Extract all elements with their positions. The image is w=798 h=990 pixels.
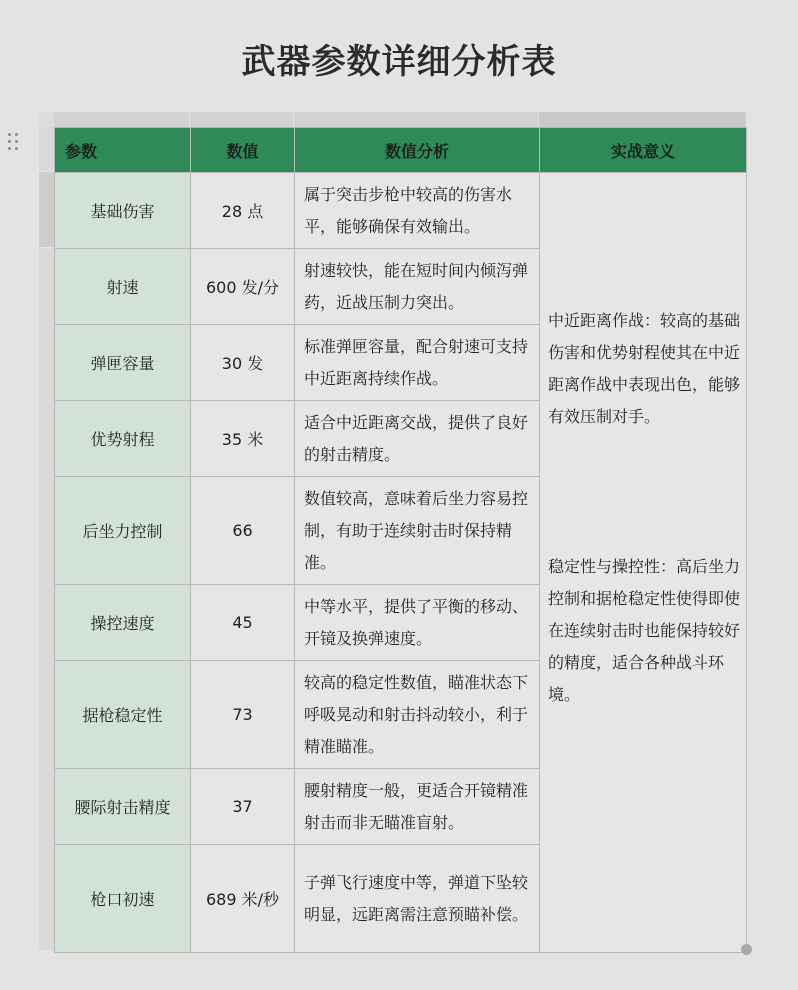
analysis-cell[interactable]: 适合中近距离交战，提供了良好的射击精度。 xyxy=(295,401,540,477)
meaning-block-1: 中近距离作战：较高的基础伤害和优势射程使其在中近距离作战中表现出色，能够有效压制对手。 xyxy=(548,311,741,426)
table-header-row xyxy=(55,128,747,173)
row-handle-header[interactable] xyxy=(39,127,54,171)
page-title: 武器参数详细分析表 xyxy=(241,42,557,82)
param-cell[interactable]: 枪口初速 xyxy=(55,845,191,953)
value-cell[interactable]: 28 点 xyxy=(191,173,295,249)
table-row xyxy=(55,173,747,249)
analysis-cell[interactable]: 属于突击步枪中较高的伤害水平，能够确保有效输出。 xyxy=(295,173,540,249)
analysis-cell[interactable]: 腰射精度一般，更适合开镜精准射击而非无瞄准盲射。 xyxy=(295,769,540,845)
param-cell[interactable]: 基础伤害 xyxy=(55,173,191,249)
column-handle-1[interactable] xyxy=(54,112,189,127)
value-cell[interactable]: 35 米 xyxy=(191,401,295,477)
value-cell[interactable]: 689 米/秒 xyxy=(191,845,295,953)
meaning-cell[interactable] xyxy=(540,173,747,953)
analysis-cell[interactable]: 子弹飞行速度中等，弹道下坠较明显，远距离需注意预瞄补偿。 xyxy=(295,845,540,953)
analysis-cell[interactable]: 射速较快，能在短时间内倾泻弹药，近战压制力突出。 xyxy=(295,249,540,325)
header-param[interactable]: 参数 xyxy=(55,128,191,173)
header-analysis[interactable]: 数值分析 xyxy=(295,128,540,173)
param-cell[interactable]: 优势射程 xyxy=(55,401,191,477)
column-handle-3[interactable] xyxy=(294,112,538,127)
value-cell[interactable]: 73 xyxy=(191,661,295,769)
meaning-block-2: 稳定性与操控性：高后坐力控制和据枪稳定性使得即使在连续射击时也能保持较好的精度，适合各种战斗环境。 xyxy=(548,557,741,704)
analysis-cell[interactable]: 中等水平，提供了平衡的移动、开镜及换弹速度。 xyxy=(295,585,540,661)
drag-handle-icon[interactable] xyxy=(8,133,20,151)
header-meaning[interactable]: 实战意义 xyxy=(540,128,747,173)
weapon-stats-table xyxy=(54,127,747,953)
value-cell[interactable]: 66 xyxy=(191,477,295,585)
corner-selector[interactable] xyxy=(39,112,54,127)
value-cell[interactable]: 30 发 xyxy=(191,325,295,401)
param-cell[interactable]: 据枪稳定性 xyxy=(55,661,191,769)
value-cell[interactable]: 37 xyxy=(191,769,295,845)
param-cell[interactable]: 射速 xyxy=(55,249,191,325)
param-cell[interactable]: 腰际射击精度 xyxy=(55,769,191,845)
column-handle-4[interactable] xyxy=(539,112,746,127)
analysis-cell[interactable]: 数值较高，意味着后坐力容易控制，有助于连续射击时保持精准。 xyxy=(295,477,540,585)
row-handle-1[interactable] xyxy=(39,172,54,247)
header-value[interactable]: 数值 xyxy=(191,128,295,173)
value-cell[interactable]: 600 发/分 xyxy=(191,249,295,325)
analysis-cell[interactable]: 较高的稳定性数值，瞄准状态下呼吸晃动和射击抖动较小，利于精准瞄准。 xyxy=(295,661,540,769)
param-cell[interactable]: 操控速度 xyxy=(55,585,191,661)
param-cell[interactable]: 后坐力控制 xyxy=(55,477,191,585)
column-handle-2[interactable] xyxy=(190,112,293,127)
row-handle-rest[interactable] xyxy=(39,248,54,950)
resize-handle-icon[interactable] xyxy=(741,944,752,955)
value-cell[interactable]: 45 xyxy=(191,585,295,661)
param-cell[interactable]: 弹匣容量 xyxy=(55,325,191,401)
analysis-cell[interactable]: 标准弹匣容量，配合射速可支持中近距离持续作战。 xyxy=(295,325,540,401)
